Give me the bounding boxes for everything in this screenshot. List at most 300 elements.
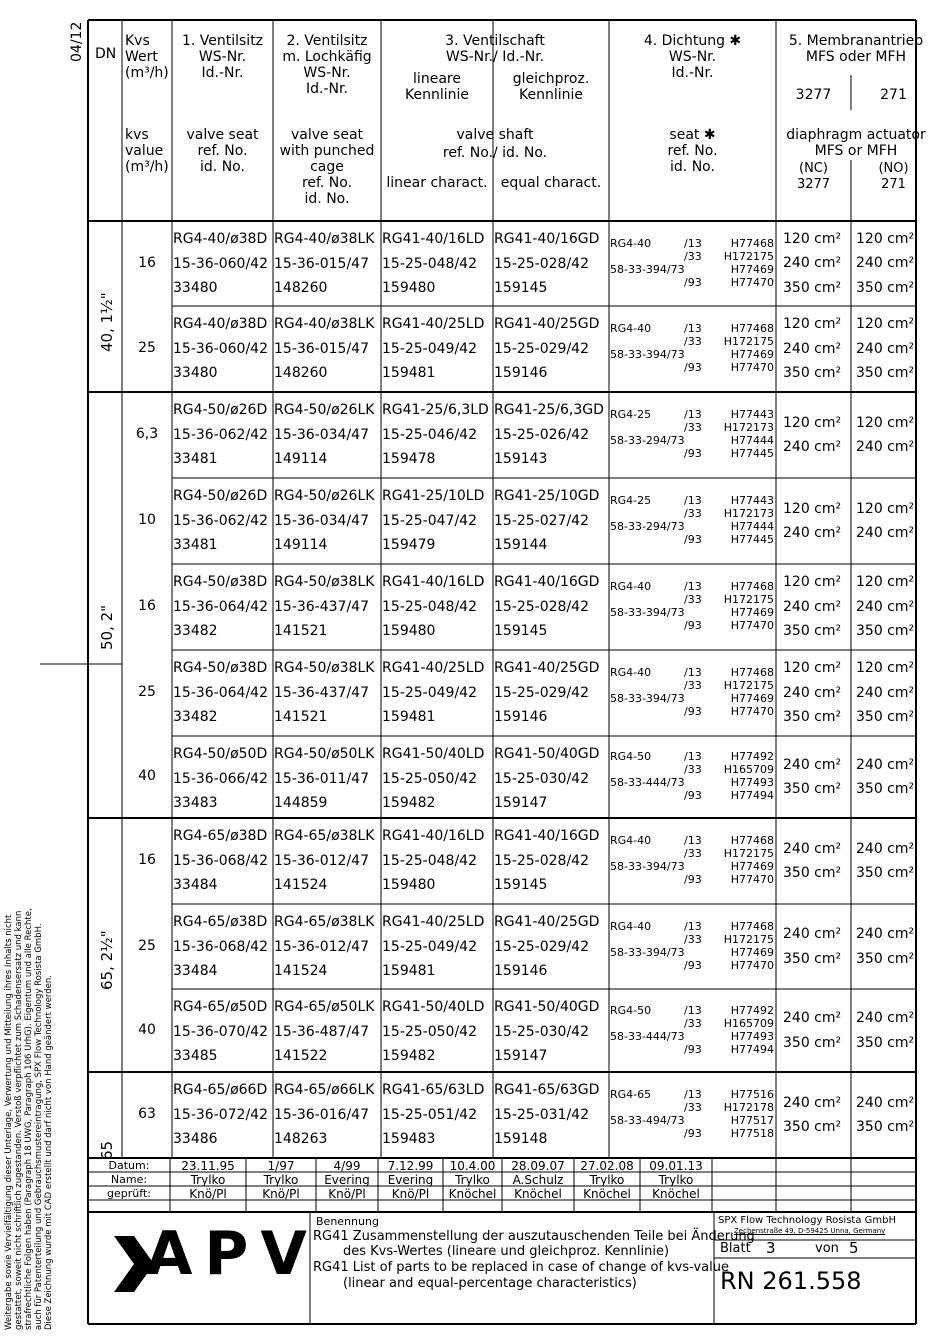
cage-seat-cell [274, 656, 374, 730]
seal-id: H172175 [723, 335, 774, 348]
header-seal-en: seat ✱ [669, 127, 716, 143]
seal-id: H77468 [730, 322, 774, 335]
header-seal-en: id. No. [670, 159, 715, 175]
seal-suffix: /33 [684, 679, 702, 692]
valve-seat-cell [173, 742, 268, 816]
cell-text: RG4-50/ø26D [173, 402, 268, 418]
cell-text: 15-25-050/42 [382, 1023, 477, 1040]
seal-ref: 58-33-444/73 [610, 776, 685, 789]
linear-shaft-cell [382, 398, 489, 472]
seal-id: H77469 [730, 606, 774, 619]
cell-text: RG4-50/ø26D [173, 488, 268, 504]
cell-text: 33480 [173, 365, 218, 381]
seal-id: H77493 [730, 776, 774, 789]
cell-text: 15-36-066/42 [173, 770, 268, 787]
header-shaft-en: valve shaft [456, 127, 534, 143]
seal-suffix: /13 [684, 236, 702, 250]
seal-id: H77469 [730, 262, 774, 276]
cell-text: 15-36-012/47 [274, 938, 369, 955]
company-address: Zechenstraße 49, D-59425 Unna, Germany [734, 1227, 886, 1235]
seal-suffix: /93 [684, 275, 702, 289]
revision-name: Evering [387, 1173, 434, 1187]
cell-text: 33481 [173, 537, 218, 553]
cell-text: 15-25-028/42 [494, 598, 589, 615]
seal-id: H172175 [723, 932, 774, 946]
cell-text: RG41-50/40LD [382, 746, 485, 762]
actuator-271-area: 120 cm² [856, 414, 915, 431]
seal-id: H172175 [723, 679, 774, 692]
seal-suffix: /13 [684, 494, 702, 507]
seal-id: H77443 [730, 408, 774, 421]
revision-name: Trylko [263, 1173, 299, 1187]
linear-shaft-cell [382, 656, 484, 730]
cell-text: 159145 [494, 280, 548, 296]
actuator-271-area: 350 cm² [856, 365, 915, 382]
cell-text: RG41-40/16LD [382, 828, 485, 844]
cell-text: RG41-40/25LD [382, 660, 485, 676]
cell-text: 15-25-049/42 [382, 340, 477, 357]
cell-text: RG41-40/25GD [494, 914, 600, 930]
valve-seat-cell [173, 910, 268, 984]
seal-id: H172178 [723, 1101, 774, 1114]
seal-suffix: /33 [684, 1016, 702, 1030]
cell-text: 15-25-030/42 [494, 1023, 589, 1040]
cell-text: RG4-50/ø38D [173, 660, 268, 676]
cell-text: RG4-65/ø38D [173, 828, 268, 844]
revision-label: geprüft: [107, 1187, 151, 1200]
seal-id: H77494 [730, 1042, 774, 1056]
cell-text: 15-25-046/42 [382, 426, 477, 443]
actuator-3277-area: 240 cm² [783, 926, 842, 942]
seal-suffix: /13 [684, 750, 702, 763]
header-actuator-en: MFS or MFH [814, 143, 898, 159]
cell-text: 15-25-050/42 [382, 770, 477, 787]
revision-code: 04/12 [69, 21, 85, 62]
actuator-271-area: 240 cm² [856, 525, 915, 541]
cell-text: 15-36-015/47 [274, 340, 369, 357]
seal-id: H77518 [730, 1127, 774, 1140]
actuator-271-area: 350 cm² [856, 1119, 915, 1135]
actuator-271-area: 240 cm² [856, 1010, 915, 1026]
actuator-271-area: 120 cm² [856, 500, 915, 517]
actuator-271-area: 350 cm² [856, 865, 915, 881]
cell-text: RG41-40/16LD [382, 231, 485, 247]
cell-text: RG4-65/ø50LK [274, 999, 375, 1015]
cell-text: 159481 [382, 963, 436, 979]
revision-date: 1/97 [267, 1159, 295, 1173]
cell-text: 159145 [494, 877, 548, 893]
cell-text: 141524 [274, 877, 328, 893]
seal-id: H77470 [730, 619, 774, 632]
seal-id: H77470 [730, 873, 774, 886]
equal-shaft-cell [494, 398, 604, 472]
actuator-3277-area: 240 cm² [783, 598, 842, 615]
cell-text: 159148 [494, 1131, 548, 1147]
cell-text: 33483 [173, 795, 218, 811]
seal-id: H77492 [730, 750, 774, 763]
actuator-271-area: 350 cm² [856, 279, 915, 296]
revision-date: 10.4.00 [449, 1159, 496, 1173]
revision-date: 23.11.95 [181, 1159, 235, 1173]
cell-text: RG41-40/16LD [382, 574, 485, 590]
cell-text: RG41-65/63GD [494, 1082, 600, 1098]
header-shaft-sub-de: Kennlinie [519, 87, 583, 103]
cell-text: 15-25-028/42 [494, 255, 589, 272]
valve-seat-cell [173, 656, 268, 730]
actuator-271-area: 350 cm² [856, 623, 915, 640]
seal-ref: 58-33-394/73 [610, 860, 685, 873]
header-shaft-de: WS-Nr./ Id.-Nr. [445, 49, 545, 65]
actuator-3277-area: 350 cm² [783, 781, 842, 797]
cage-seat-cell [274, 312, 374, 386]
header-actuator-sub-en: (NC) [799, 161, 828, 176]
seal-suffix: /93 [684, 1127, 702, 1140]
seal-ref: RG4-40 [610, 236, 652, 250]
cell-text: 33484 [173, 963, 218, 979]
seal-id: H172175 [723, 593, 774, 606]
seal-suffix: /13 [684, 1003, 702, 1017]
seal-id: H77470 [730, 705, 774, 718]
cell-text: 15-36-015/47 [274, 255, 369, 272]
actuator-3277-area: 350 cm² [783, 365, 842, 382]
cell-text: 33482 [173, 709, 218, 725]
cell-text: 15-25-051/42 [382, 1106, 477, 1123]
cell-text: 33486 [173, 1131, 218, 1147]
actuator-3277-area: 240 cm² [783, 1010, 842, 1026]
header-shaft-sub-de: gleichproz. [512, 71, 590, 87]
kvs-value: 25 [138, 340, 156, 356]
header-actuator-3277: 3277 [795, 87, 832, 103]
cell-text: 159481 [382, 365, 436, 381]
seal-id: H77470 [730, 275, 774, 289]
revision-checked: Knö/Pl [189, 1187, 227, 1201]
drawing-number: RN 261.558 [720, 1267, 862, 1295]
dn-group-label: 65, 2½" [98, 930, 116, 990]
seal-suffix: /13 [684, 666, 702, 679]
seal-ref: 58-33-394/73 [610, 262, 685, 276]
actuator-3277-area: 350 cm² [783, 1034, 842, 1051]
seal-suffix: /33 [684, 593, 702, 606]
cell-text: 15-36-062/42 [173, 426, 268, 443]
revision-checked: Knö/Pl [391, 1187, 430, 1201]
header-shaft-sub-en: equal charact. [500, 175, 602, 191]
header-kvs-de: Wert [125, 49, 158, 65]
dn-group-label: 50, 2" [98, 604, 116, 650]
cell-text: RG4-65/ø66D [173, 1082, 268, 1098]
cell-text: RG41-40/16GD [494, 828, 600, 844]
cell-text: 15-36-064/42 [173, 598, 268, 615]
title-de-line2: des Kvs-Wertes (lineare und gleichproz. Kennlinie) [343, 1244, 670, 1259]
seal-id: H77468 [730, 236, 774, 250]
cell-text: 15-25-029/42 [494, 684, 589, 701]
seal-suffix: /93 [684, 705, 702, 718]
kvs-value: 40 [138, 1021, 156, 1038]
actuator-271-area: 240 cm² [856, 840, 915, 857]
cell-text: RG41-25/10LD [382, 488, 485, 504]
cell-text: 15-25-031/42 [494, 1106, 589, 1123]
cell-text: 159147 [494, 1048, 548, 1064]
seal-ref: 58-33-294/73 [610, 520, 685, 533]
cell-text: RG4-50/ø50D [173, 746, 268, 762]
cell-text: 15-36-068/42 [173, 852, 268, 869]
cell-text: 15-25-027/42 [494, 512, 589, 529]
seal-ref: RG4-65 [610, 1088, 652, 1101]
cage-seat-cell [274, 484, 374, 558]
valve-seat-cell [173, 570, 268, 644]
cell-text: 33482 [173, 623, 218, 639]
cell-text: RG41-40/25LD [382, 316, 485, 332]
seal-id: H172173 [723, 507, 774, 520]
header-actuator-sub-en: (NO) [878, 161, 909, 176]
seal-ref: RG4-40 [610, 580, 652, 593]
actuator-3277-area: 240 cm² [783, 439, 842, 455]
cell-text: 159480 [382, 623, 436, 639]
revision-date: 4/99 [333, 1159, 361, 1173]
header-kvs-de: (m³/h) [125, 65, 169, 81]
equal-shaft-cell [494, 910, 599, 984]
cell-text: 148263 [274, 1131, 328, 1147]
linear-shaft-cell [382, 910, 484, 984]
cage-seat-cell [274, 995, 374, 1069]
seal-id: H172175 [723, 847, 774, 860]
seal-ref: 58-33-394/73 [610, 606, 685, 619]
header-dn: DN [95, 46, 117, 62]
cell-text: 159478 [382, 451, 436, 467]
actuator-271-area: 120 cm² [856, 574, 915, 591]
revision-name: Trylko [455, 1173, 490, 1187]
equal-shaft-cell [494, 227, 599, 301]
seal-ref: RG4-40 [610, 919, 652, 933]
seal-ref: 58-33-394/73 [610, 348, 685, 361]
revision-name: Trylko [589, 1173, 625, 1187]
seal-ref: RG4-40 [610, 322, 652, 335]
actuator-3277-area: 350 cm² [783, 709, 842, 726]
linear-shaft-cell [382, 570, 484, 644]
seal-ref: RG4-25 [610, 408, 652, 421]
valve-seat-cell [173, 398, 268, 472]
seal-suffix: /93 [684, 1042, 702, 1056]
revision-name: Trylko [190, 1173, 226, 1187]
seal-ref: 58-33-394/73 [610, 945, 685, 959]
seal-suffix: /33 [684, 932, 702, 946]
kvs-value: 16 [138, 254, 156, 271]
seal-suffix: /33 [684, 847, 702, 860]
seal-suffix: /93 [684, 789, 702, 802]
actuator-3277-area: 350 cm² [783, 1119, 842, 1135]
seal-id: H77493 [730, 1029, 774, 1043]
cell-text: RG4-50/ø38LK [274, 574, 375, 590]
seal-id: H77444 [730, 520, 774, 533]
cell-text: RG4-50/ø38LK [274, 660, 375, 676]
cell-text: 15-36-012/47 [274, 852, 369, 869]
cell-text: 159146 [494, 365, 548, 381]
header-valve-seat-de: Id.-Nr. [201, 65, 244, 81]
seal-id: H77470 [730, 958, 774, 972]
seal-ref: RG4-50 [610, 750, 652, 763]
cell-text: 15-36-437/47 [274, 684, 369, 701]
kvs-value: 10 [138, 512, 156, 528]
actuator-3277-area: 240 cm² [783, 255, 842, 272]
seal-id: H77444 [730, 434, 774, 447]
header-kvs-en: value [125, 143, 164, 159]
actuator-271-area: 120 cm² [856, 316, 915, 333]
header-actuator-de: MFS oder MFH [805, 49, 907, 65]
header-seal-de: Id.-Nr. [671, 65, 714, 81]
header-cage-seat-de: 2. Ventilsitz [286, 33, 368, 49]
cell-text: RG4-50/ø38D [173, 574, 268, 590]
actuator-271-area: 240 cm² [856, 598, 915, 615]
cell-text: RG41-50/40LD [382, 999, 485, 1015]
revision-checked: Knöchel [652, 1187, 700, 1201]
actuator-3277-area: 350 cm² [783, 865, 842, 881]
seal-ref: RG4-50 [610, 1003, 652, 1017]
cell-text: 15-36-068/42 [173, 938, 268, 955]
cell-text: 15-25-047/42 [382, 512, 477, 529]
cell-text: 159481 [382, 709, 436, 725]
benennung-label: Benennung [316, 1215, 379, 1228]
cell-text: RG41-25/6,3LD [382, 402, 489, 418]
revision-checked: Knöchel [583, 1187, 631, 1201]
revision-date: 7.12.99 [387, 1159, 434, 1173]
actuator-271-area: 240 cm² [856, 255, 915, 272]
actuator-3277-area: 120 cm² [783, 574, 842, 591]
title-en-line2: (linear and equal-percentage characteristics) [343, 1276, 637, 1291]
seal-suffix: /93 [684, 361, 702, 374]
seal-id: H77468 [730, 580, 774, 593]
equal-shaft-cell [494, 742, 599, 816]
cell-text: 159482 [382, 795, 436, 811]
actuator-3277-area: 240 cm² [783, 1094, 842, 1111]
seal-id: H165709 [723, 763, 774, 776]
seal-suffix: /33 [684, 335, 702, 348]
revision-name: A.Schulz [512, 1173, 564, 1187]
equal-shaft-cell [494, 570, 599, 644]
seal-suffix: /33 [684, 1101, 702, 1114]
revision-checked: Knö/Pl [328, 1187, 366, 1201]
header-cage-seat-en: cage [310, 159, 344, 175]
seal-id: H77468 [730, 666, 774, 679]
cell-text: 33481 [173, 451, 218, 467]
cell-text: 15-36-070/42 [173, 1023, 268, 1040]
valve-seat-cell [173, 227, 268, 301]
cell-text: RG41-65/63LD [382, 1082, 485, 1098]
seal-ref: RG4-40 [610, 666, 652, 679]
kvs-value: 40 [138, 768, 156, 784]
valve-seat-cell [173, 484, 268, 558]
equal-shaft-cell [494, 1078, 599, 1152]
seal-suffix: /13 [684, 408, 702, 421]
cell-text: 159480 [382, 877, 436, 893]
cell-text: 141521 [274, 623, 328, 639]
cell-text: 15-36-072/42 [173, 1106, 268, 1123]
valve-seat-cell [173, 1078, 268, 1152]
header-cage-seat-en: with punched [279, 143, 375, 159]
cell-text: 33480 [173, 280, 218, 296]
cell-text: 15-36-062/42 [173, 512, 268, 529]
header-shaft-de: 3. Ventilschaft [445, 33, 545, 49]
header-actuator-sub-en: 271 [881, 177, 906, 192]
seal-suffix: /93 [684, 533, 702, 546]
cell-text: 15-25-049/42 [382, 684, 477, 701]
actuator-3277-area: 120 cm² [783, 414, 842, 431]
cell-text: 159146 [494, 709, 548, 725]
seal-id: H77445 [730, 447, 774, 460]
header-valve-seat-de: WS-Nr. [198, 49, 247, 65]
seal-suffix: /93 [684, 958, 702, 972]
linear-shaft-cell [382, 824, 484, 898]
cell-text: 159480 [382, 280, 436, 296]
cell-text: 149114 [274, 537, 328, 553]
actuator-271-area: 350 cm² [856, 709, 915, 726]
seal-ref: 58-33-444/73 [610, 1029, 685, 1043]
seal-suffix: /33 [684, 421, 702, 434]
sheet-number: 3 [766, 1239, 776, 1257]
copyright-note: Weitergabe sowie Vervielfältigung dieser Unterlage, Verwertung und Mitteilung ihres Inhalts nicht gestattet, soweit nicht schriftlich zugestanden. Verstoß verpflichtet zum Schadensersatz und kann strafrechtliche Folgen haben (Paragraph 18 UWG, Paragraph 106 UrhG). Eigentum und alle Rechte, auch für Patenterteilung und Gebrauchsmustereintragung, SPX Flow Technology Rosista GmbH. Diese Zeichnung wurde mit CAD erstellt und darf nicht von Hand geändert werden. [4, 908, 54, 1330]
actuator-271-area: 240 cm² [856, 684, 915, 701]
cell-text: RG41-50/40GD [494, 999, 600, 1015]
cell-text: 159483 [382, 1131, 436, 1147]
actuator-3277-area: 120 cm² [783, 316, 842, 333]
actuator-3277-area: 240 cm² [783, 340, 842, 357]
seal-ref: RG4-40 [610, 834, 652, 847]
cell-text: 159147 [494, 795, 548, 811]
cell-text: RG4-65/ø38D [173, 914, 268, 930]
header-cage-seat-de: WS-Nr. [303, 65, 351, 81]
cell-text: 15-25-028/42 [494, 852, 589, 869]
header-seal-de: 4. Dichtung ✱ [643, 33, 742, 49]
cell-text: 15-25-030/42 [494, 770, 589, 787]
cell-text: 15-25-048/42 [382, 852, 477, 869]
cell-text: 15-25-048/42 [382, 598, 477, 615]
actuator-3277-area: 120 cm² [783, 500, 842, 517]
cell-text: 149114 [274, 451, 328, 467]
revision-checked: Knöchel [448, 1187, 497, 1201]
cell-text: RG41-40/25GD [494, 660, 600, 676]
linear-shaft-cell [382, 1078, 484, 1152]
seal-suffix: /33 [684, 507, 702, 520]
cell-text: 15-36-060/42 [173, 340, 268, 357]
seal-id: H77517 [730, 1114, 774, 1127]
cell-text: 144859 [274, 795, 328, 811]
header-actuator-271: 271 [880, 87, 907, 103]
cell-text: 15-36-437/47 [274, 598, 369, 615]
cell-text: RG4-65/ø38LK [274, 828, 375, 844]
seal-ref: RG4-25 [610, 494, 652, 507]
cage-seat-cell [274, 742, 374, 816]
cell-text: 159145 [494, 623, 548, 639]
cell-text: 15-36-034/47 [274, 426, 369, 443]
header-kvs-en: kvs [125, 127, 149, 143]
cell-text: RG4-65/ø38LK [274, 914, 375, 930]
revision-checked: Knöchel [514, 1187, 562, 1201]
header-shaft-sub-de: lineare [413, 71, 461, 87]
actuator-271-area: 350 cm² [856, 1034, 915, 1051]
cell-text: RG4-50/ø26LK [274, 488, 375, 504]
cell-text: 148260 [274, 280, 328, 296]
cell-text: RG4-65/ø50D [173, 999, 268, 1015]
cell-text: RG4-40/ø38LK [274, 231, 375, 247]
cell-text: 15-36-060/42 [173, 255, 268, 272]
seal-ref: 58-33-394/73 [610, 692, 685, 705]
seal-suffix: /33 [684, 763, 702, 776]
cell-text: 159143 [494, 451, 548, 467]
equal-shaft-cell [494, 656, 599, 730]
revision-name: Evering [324, 1173, 370, 1187]
actuator-3277-area: 350 cm² [783, 279, 842, 296]
cell-text: 141521 [274, 709, 328, 725]
header-cage-seat-de: m. Lochkäfig [282, 49, 372, 65]
seal-suffix: /13 [684, 580, 702, 593]
